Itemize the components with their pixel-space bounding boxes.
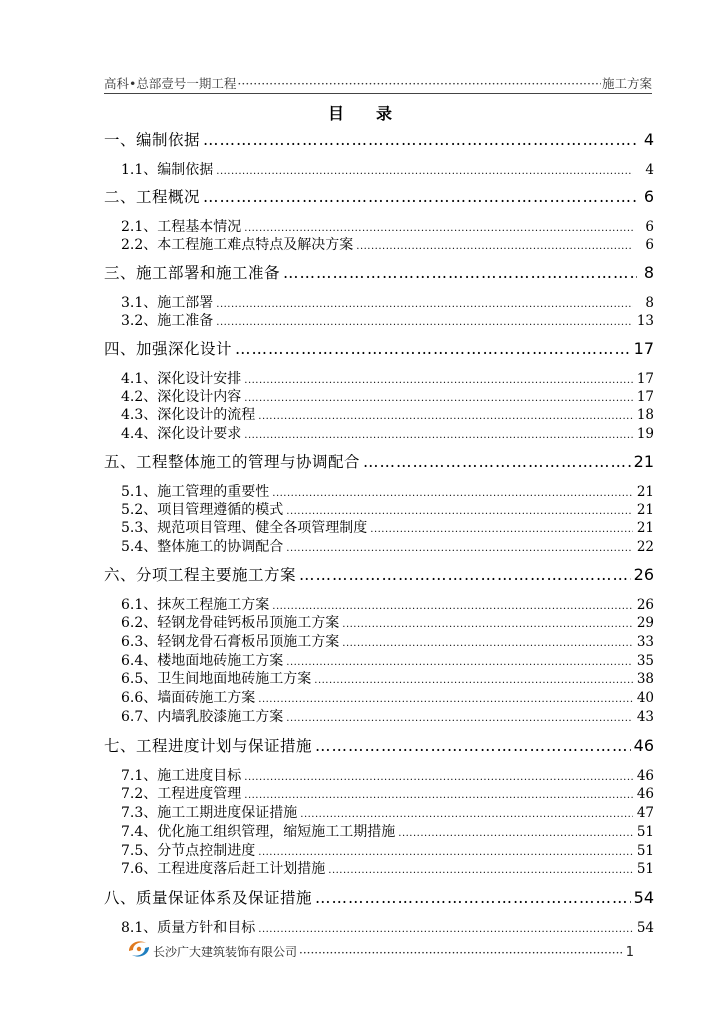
toc-entry-label: 6.5、卫生间地面地砖施工方案 (121, 671, 312, 687)
toc-entry-page: 13 (636, 313, 654, 329)
toc-entry-label: 3.2、施工准备 (121, 313, 214, 329)
toc-entry-page: 21 (636, 520, 654, 536)
toc-entry-section[interactable] (121, 386, 654, 404)
toc-entry-label: 5.4、整体施工的协调配合 (121, 539, 284, 555)
toc-leader (286, 657, 633, 668)
toc-leader (258, 694, 633, 705)
toc-entry-section[interactable] (121, 499, 654, 517)
company-logo-icon (126, 938, 152, 960)
toc-entry-label: 4.3、深化设计的流程 (121, 407, 256, 423)
toc-entry-page: 6 (643, 187, 654, 206)
toc-entry-page: 46 (636, 768, 654, 784)
toc-entry-page: 8 (643, 263, 654, 282)
toc-entry-chapter[interactable] (104, 450, 654, 470)
toc-entry-page: 51 (636, 843, 654, 859)
toc-entry-label: 3.1、施工部署 (121, 295, 214, 311)
toc-leader (244, 430, 633, 441)
toc-entry-label: 6.3、轻钢龙骨石膏板吊顶施工方案 (121, 634, 340, 650)
toc-leader (258, 411, 633, 422)
toc-entry-page: 46 (633, 736, 654, 755)
footer-leader-dots (299, 946, 624, 960)
toc-entry-label: 4.4、深化设计要求 (121, 426, 242, 442)
toc-entry-label: 5.1、施工管理的重要性 (121, 484, 270, 500)
toc-entry-page: 43 (636, 709, 654, 725)
toc-entry-label: 6.1、抹灰工程施工方案 (121, 597, 270, 613)
toc-entry-section[interactable] (121, 802, 654, 820)
toc-entry-label: 三、施工部署和施工准备 (104, 264, 281, 282)
toc-entry-page: 4 (643, 130, 654, 149)
toc-entry-page: 21 (636, 484, 654, 500)
toc-entry-label: 5.3、规范项目管理、健全各项管理制度 (121, 520, 368, 536)
toc-title-char-1: 目 (327, 104, 348, 123)
toc-leader (258, 847, 633, 858)
toc-entry-label: 二、工程概况 (104, 188, 201, 206)
toc-leader (203, 131, 637, 149)
toc-leader (272, 601, 633, 612)
toc-leader (244, 772, 633, 783)
toc-leader (244, 790, 633, 801)
toc-entry-page: 17 (636, 389, 654, 405)
toc-leader (244, 223, 633, 234)
toc-entry-section[interactable] (121, 517, 654, 535)
toc-entry-page: 40 (636, 690, 654, 706)
toc-entry-page: 8 (645, 295, 654, 311)
toc-entry-page: 47 (636, 805, 654, 821)
toc-entry-section[interactable] (121, 631, 654, 649)
toc-leader (216, 166, 633, 177)
toc-entry-section[interactable] (121, 368, 654, 386)
toc-entry-label: 七、工程进度计划与保证措施 (104, 737, 313, 755)
toc-leader (286, 713, 633, 724)
toc-entry-chapter[interactable] (104, 886, 654, 906)
toc-entry-page: 21 (633, 452, 654, 471)
toc-entry-chapter[interactable] (104, 185, 654, 205)
toc-entry-label: 六、分项工程主要施工方案 (104, 566, 297, 584)
toc-entry-section[interactable] (121, 765, 654, 783)
toc-entry-page: 38 (636, 671, 654, 687)
toc-entry-section[interactable] (121, 594, 654, 612)
toc-entry-label: 6.6、墙面砖施工方案 (121, 690, 256, 706)
toc-entry-section[interactable] (121, 650, 654, 668)
toc-entry-page: 6 (645, 237, 654, 253)
toc-entry-page: 26 (633, 565, 654, 584)
header-leader-dots (237, 77, 601, 91)
toc-leader (216, 317, 633, 328)
toc-entry-section[interactable] (121, 858, 654, 876)
toc-entry-section[interactable] (121, 783, 654, 801)
toc-entry-page: 17 (633, 339, 654, 358)
toc-leader (356, 241, 633, 252)
toc-entry-label: 7.5、分节点控制进度 (121, 843, 256, 859)
page-header (104, 75, 652, 94)
toc-entry-page: 22 (636, 539, 654, 555)
toc-entry-label: 6.2、轻钢龙骨硅钙板吊顶施工方案 (121, 615, 340, 631)
toc-entry-section[interactable] (121, 840, 654, 858)
toc-entry-page: 26 (636, 597, 654, 613)
toc-entry-label: 8.1、质量方针和目标 (121, 920, 256, 936)
toc-entry-section[interactable] (121, 668, 654, 686)
footer-page-number: 1 (625, 945, 634, 960)
toc-entry-section[interactable] (121, 481, 654, 499)
toc-entry-page: 17 (636, 371, 654, 387)
page-footer (126, 938, 634, 960)
toc-entry-section[interactable] (121, 821, 654, 839)
toc-entry-label: 2.2、本工程施工难点特点及解决方案 (121, 237, 354, 253)
toc-leader (272, 488, 633, 499)
toc-entry-page: 6 (645, 219, 654, 235)
toc-entry-page: 18 (636, 407, 654, 423)
toc-entry-label: 7.6、工程进度落后赶工计划措施 (121, 861, 326, 877)
toc-entry-section[interactable] (121, 404, 654, 422)
toc-leader (342, 619, 633, 630)
toc-entry-page: 4 (645, 162, 654, 178)
toc-leader (286, 543, 633, 554)
header-project-name: 高科•总部壹号一期工程 (104, 76, 237, 91)
toc-entry-page: 51 (636, 824, 654, 840)
toc-leader (342, 638, 633, 649)
toc-leader (328, 865, 633, 876)
toc-entry-section[interactable] (121, 917, 654, 935)
toc-entry-chapter[interactable] (104, 563, 654, 583)
header-doc-type: 施工方案 (601, 76, 652, 91)
toc-leader (314, 675, 633, 686)
toc-leader (315, 737, 631, 755)
toc-entry-page: 21 (636, 502, 654, 518)
toc-entry-label: 5.2、项目管理遵循的模式 (121, 502, 284, 518)
toc-leader (315, 889, 631, 907)
toc-entry-section[interactable] (121, 292, 654, 310)
toc-entry-label: 7.3、施工工期进度保证措施 (121, 805, 298, 821)
toc-entry-label: 五、工程整体施工的管理与协调配合 (104, 453, 361, 471)
toc-entry-label: 一、编制依据 (104, 131, 201, 149)
toc-leader (300, 809, 633, 820)
toc-entry-page: 54 (636, 920, 654, 936)
toc-title-char-2: 录 (376, 104, 397, 123)
toc-entry-label: 4.2、深化设计内容 (121, 389, 242, 405)
toc-entry-label: 2.1、工程基本情况 (121, 219, 242, 235)
toc-entry-section[interactable] (121, 310, 654, 328)
toc-entry-section[interactable] (121, 423, 654, 441)
toc-entry-chapter[interactable] (104, 734, 654, 754)
toc-leader (370, 524, 633, 535)
toc-entry-page: 19 (636, 426, 654, 442)
toc-entry-label: 1.1、编制依据 (121, 162, 214, 178)
toc-entry-label: 7.4、优化施工组织管理，缩短施工工期措施 (121, 824, 396, 840)
toc-entry-page: 29 (636, 615, 654, 631)
toc-entry-label: 7.2、工程进度管理 (121, 786, 242, 802)
toc-entry-section[interactable] (121, 612, 654, 630)
toc-leader (299, 566, 631, 584)
toc-entry-page: 46 (636, 786, 654, 802)
toc-entry-chapter[interactable] (104, 261, 654, 281)
toc-entry-chapter[interactable] (104, 337, 654, 357)
toc-title (0, 101, 724, 124)
toc-entry-label: 6.7、内墙乳胶漆施工方案 (121, 709, 284, 725)
toc-entry-page: 54 (633, 888, 654, 907)
toc-entry-page: 33 (636, 634, 654, 650)
toc-leader (244, 393, 633, 404)
toc-leader (398, 828, 633, 839)
toc-entry-page: 51 (636, 861, 654, 877)
toc-leader (203, 188, 637, 206)
toc-entry-section[interactable] (121, 159, 654, 177)
footer-company-name: 长沙广大建筑装饰有限公司 (153, 945, 298, 959)
toc-entry-chapter[interactable] (104, 128, 654, 148)
toc-entry-section[interactable] (121, 216, 654, 234)
toc-leader (286, 506, 633, 517)
toc-leader (216, 299, 633, 310)
toc-leader (283, 264, 637, 282)
toc-entry-page: 35 (636, 653, 654, 669)
toc-entry-section[interactable] (121, 536, 654, 554)
toc-entry-label: 4.1、深化设计安排 (121, 371, 242, 387)
toc-entry-section[interactable] (121, 706, 654, 724)
toc-leader (235, 340, 631, 358)
toc-entry-label: 6.4、楼地面地砖施工方案 (121, 653, 284, 669)
toc-entry-section[interactable] (121, 234, 654, 252)
toc-entry-section[interactable] (121, 687, 654, 705)
toc-entry-label: 八、质量保证体系及保证措施 (104, 889, 313, 907)
toc-leader (244, 375, 633, 386)
toc-entry-label: 7.1、施工进度目标 (121, 768, 242, 784)
toc-entry-label: 四、加强深化设计 (104, 340, 233, 358)
toc-leader (363, 453, 631, 471)
toc-leader (258, 924, 633, 935)
